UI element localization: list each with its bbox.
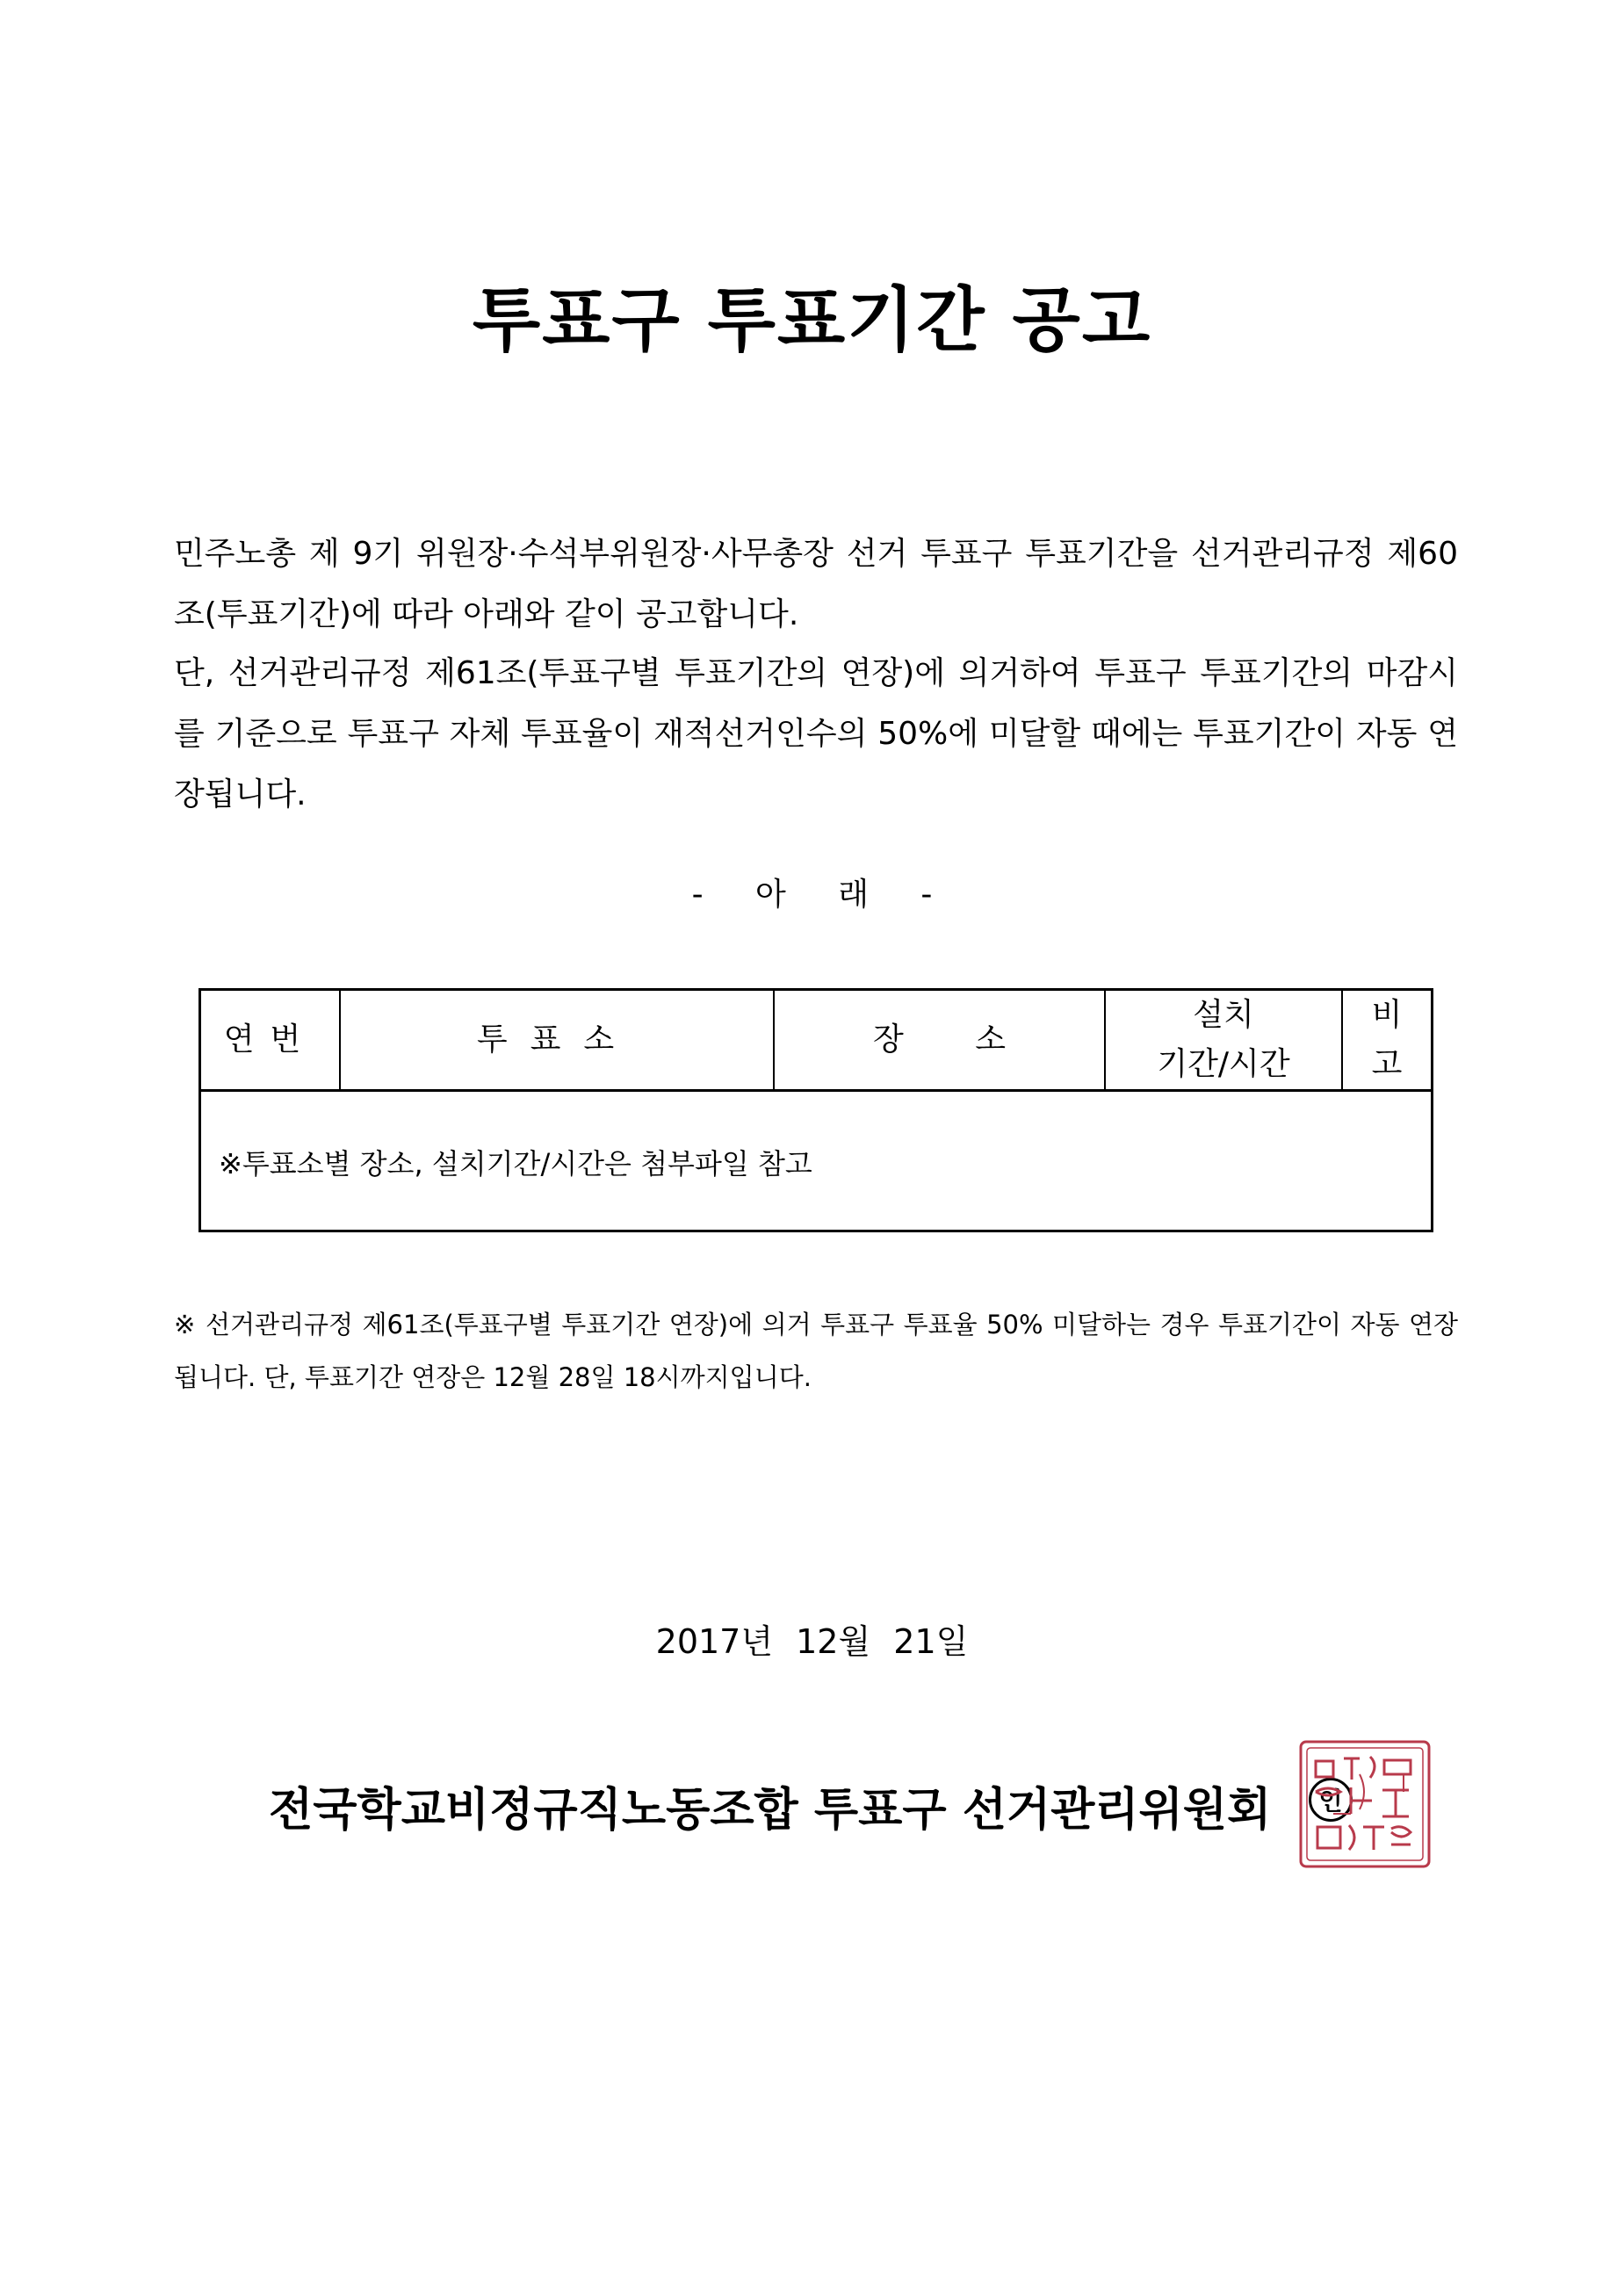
official-seal-stamp-icon xyxy=(1298,1739,1432,1869)
seal-mark: 인 xyxy=(1309,1778,1353,1822)
section-heading: - 아 래 - xyxy=(691,877,933,913)
header-period-line2: 기간/시간 xyxy=(1157,1046,1290,1082)
table-note-row xyxy=(201,1092,1431,1232)
issuer-name: 전국학교비정규직노동조합 투표구 선거관리위원회 xyxy=(269,1784,1272,1837)
header-period xyxy=(1106,991,1343,1089)
intro-paragraph: 민주노총 제 9기 위원장·수석부위원장·사무총장 선거 투표구 투표기간을 선거관리규정 제60조(투표기간)에 따라 아래와 같이 공고합니다. xyxy=(174,536,1458,632)
table-note: ※투표소별 장소, 설치기간/시간은 첨부파일 참고 xyxy=(219,1147,812,1180)
header-remarks-line2: 고 xyxy=(1371,1046,1403,1082)
header-remarks-line1: 비 xyxy=(1371,997,1403,1033)
header-serial: 연번 xyxy=(201,991,341,1089)
notice-date: 2017년 12월 21일 xyxy=(655,1622,969,1661)
footnote: ※ 선거관리규정 제61조(투표구별 투표기간 연장)에 의거 투표구 투표율 50% 미달하는 경우 투표기간이 자동 연장됩니다. 단, 투표기간 연장은 12월 28일 18시까지입니다. xyxy=(174,1310,1458,1392)
table-header-row xyxy=(201,991,1431,1092)
header-remarks xyxy=(1343,991,1431,1089)
header-period-line1: 설치 xyxy=(1193,997,1254,1033)
polling-table xyxy=(198,988,1433,1232)
extension-paragraph: 단, 선거관리규정 제61조(투표구별 투표기간의 연장)에 의거하여 투표구 투표기간의 마감시를 기준으로 투표구 자체 투표율이 재적선거인수의 50%에 미달할 때에는 투표기간이 자동 연장됩니다. xyxy=(174,655,1458,812)
document-title: 투표구 투표기간 공고 xyxy=(472,279,1152,361)
header-location: 장 소 xyxy=(775,991,1106,1089)
header-polling-station: 투표소 xyxy=(341,991,775,1089)
